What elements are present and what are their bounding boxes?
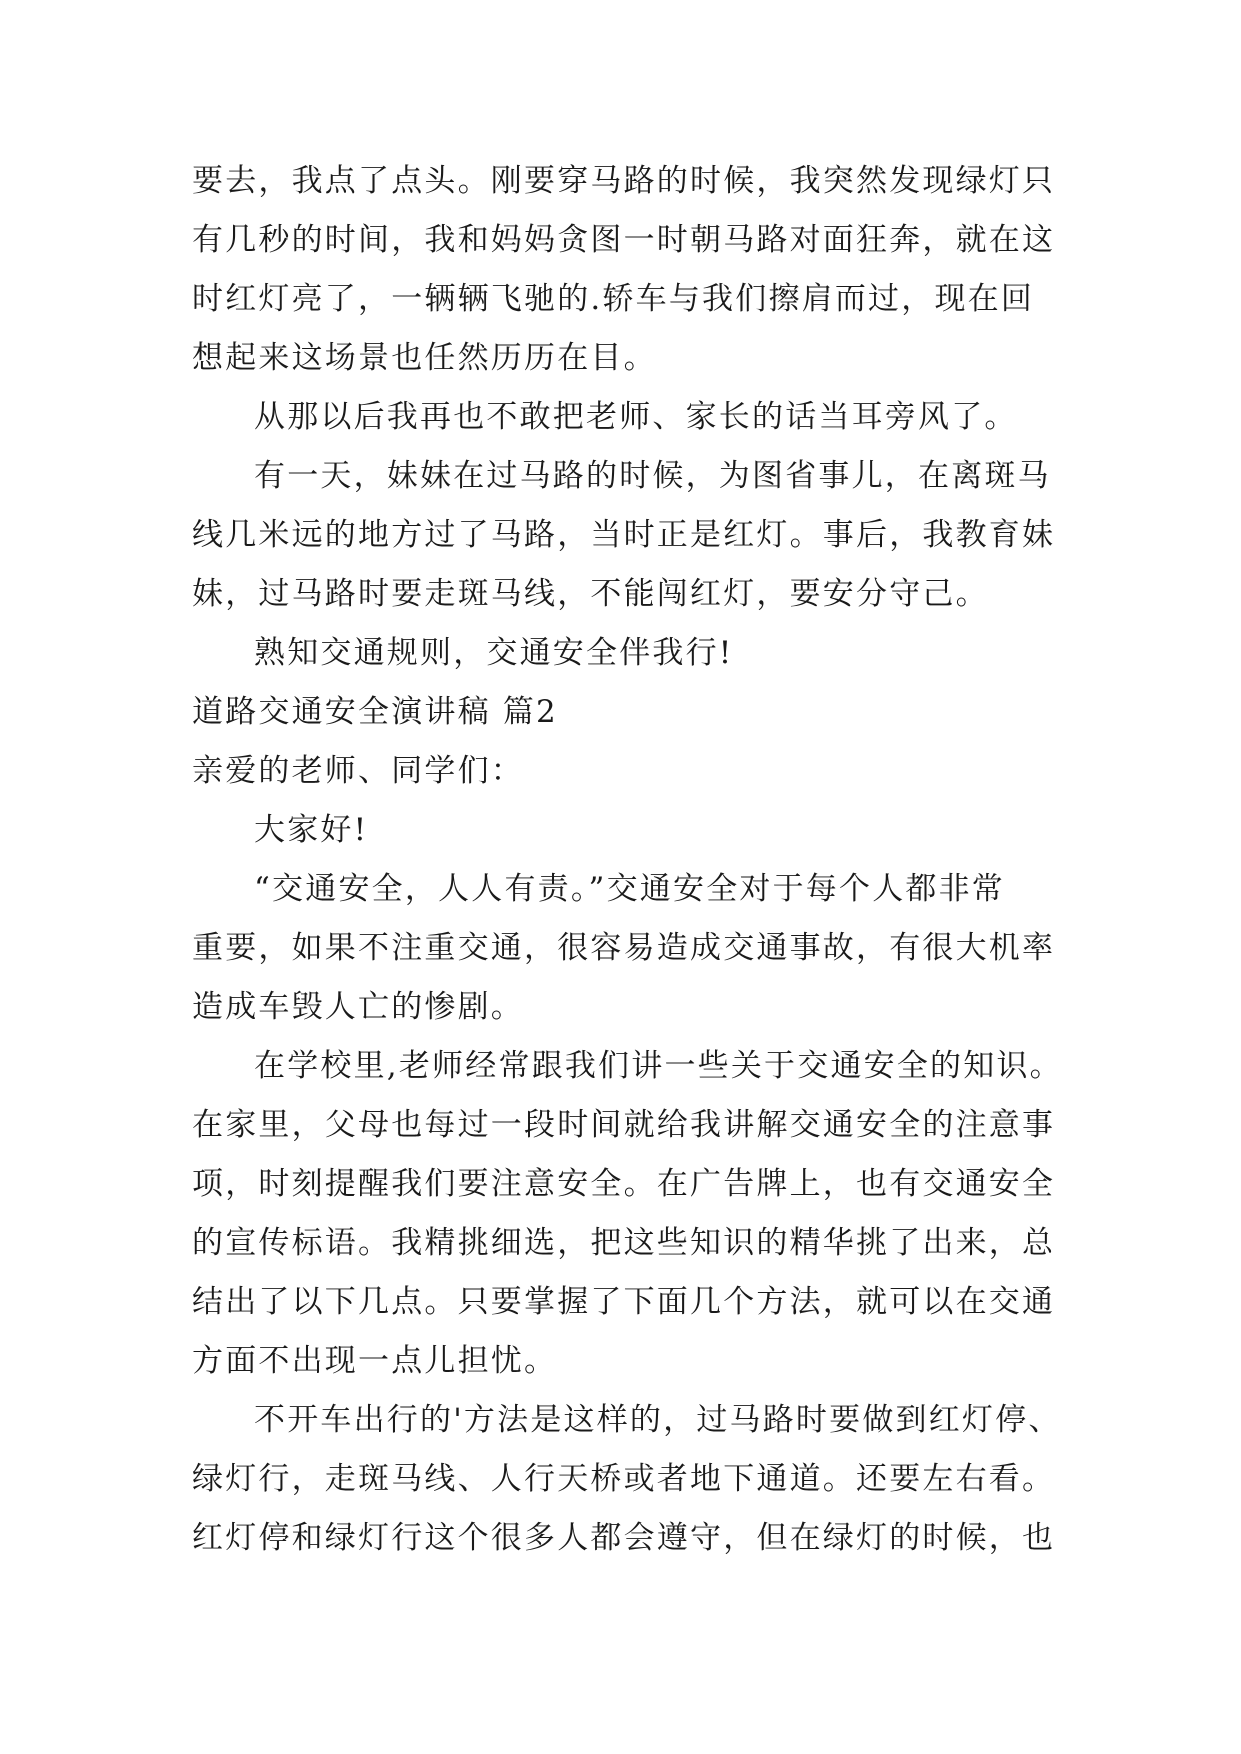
greeting: 大家好! (254, 812, 369, 848)
paragraph-line: 有几秒的时间，我和妈妈贪图一时朝马路对面狂奔，就在这 (192, 222, 1056, 258)
paragraph-line: 重要，如果不注重交通，很容易造成交通事故，有很大机率 (192, 930, 1056, 966)
paragraph-line: 的宣传标语。我精挑细选，把这些知识的精华挑了出来，总 (192, 1225, 1056, 1261)
paragraph-line: 造成车毁人亡的惨剧。 (192, 989, 524, 1025)
paragraph-line: 结出了以下几点。只要掌握了下面几个方法，就可以在交通 (192, 1284, 1056, 1320)
paragraph-line: 从那以后我再也不敢把老师、家长的话当耳旁风了。 (254, 399, 1018, 435)
paragraph-line: 在家里，父母也每过一段时间就给我讲解交通安全的注意事 (192, 1107, 1056, 1143)
paragraph-line: 妹，过马路时要走斑马线，不能闯红灯，要安分守己。 (192, 576, 989, 612)
paragraph-line: 要去，我点了点头。刚要穿马路的时候，我突然发现绿灯只 (192, 163, 1056, 199)
paragraph-line: 熟知交通规则，交通安全伴我行! (254, 635, 734, 671)
paragraph-line: 红灯停和绿灯行这个很多人都会遵守，但在绿灯的时候，也 (192, 1520, 1056, 1556)
paragraph-line: 时红灯亮了，一辆辆飞驰的.轿车与我们擦肩而过，现在回 (192, 281, 1035, 317)
paragraph-line: 方面不出现一点儿担忧。 (192, 1343, 558, 1379)
paragraph-line: “交通安全，人人有责。”交通安全对于每个人都非常 (254, 871, 1005, 907)
paragraph-line: 项，时刻提醒我们要注意安全。在广告牌上，也有交通安全 (192, 1166, 1056, 1202)
paragraph-line: 想起来这场景也任然历历在目。 (192, 340, 657, 376)
paragraph-line: 在学校里,老师经常跟我们讲一些关于交通安全的知识。 (254, 1048, 1063, 1084)
paragraph-line: 不开车出行的'方法是这样的，过马路时要做到红灯停、 (254, 1402, 1062, 1438)
document-body (192, 152, 1072, 1568)
section-heading: 道路交通安全演讲稿 篇2 (192, 694, 558, 730)
paragraph-line: 绿灯行，走斑马线、人行天桥或者地下通道。还要左右看。 (192, 1461, 1056, 1497)
paragraph-line: 线几米远的地方过了马路，当时正是红灯。事后，我教育妹 (192, 517, 1056, 553)
salutation: 亲爱的老师、同学们： (192, 753, 524, 789)
paragraph-line: 有一天，妹妹在过马路的时候，为图省事儿，在离斑马 (254, 458, 1051, 494)
